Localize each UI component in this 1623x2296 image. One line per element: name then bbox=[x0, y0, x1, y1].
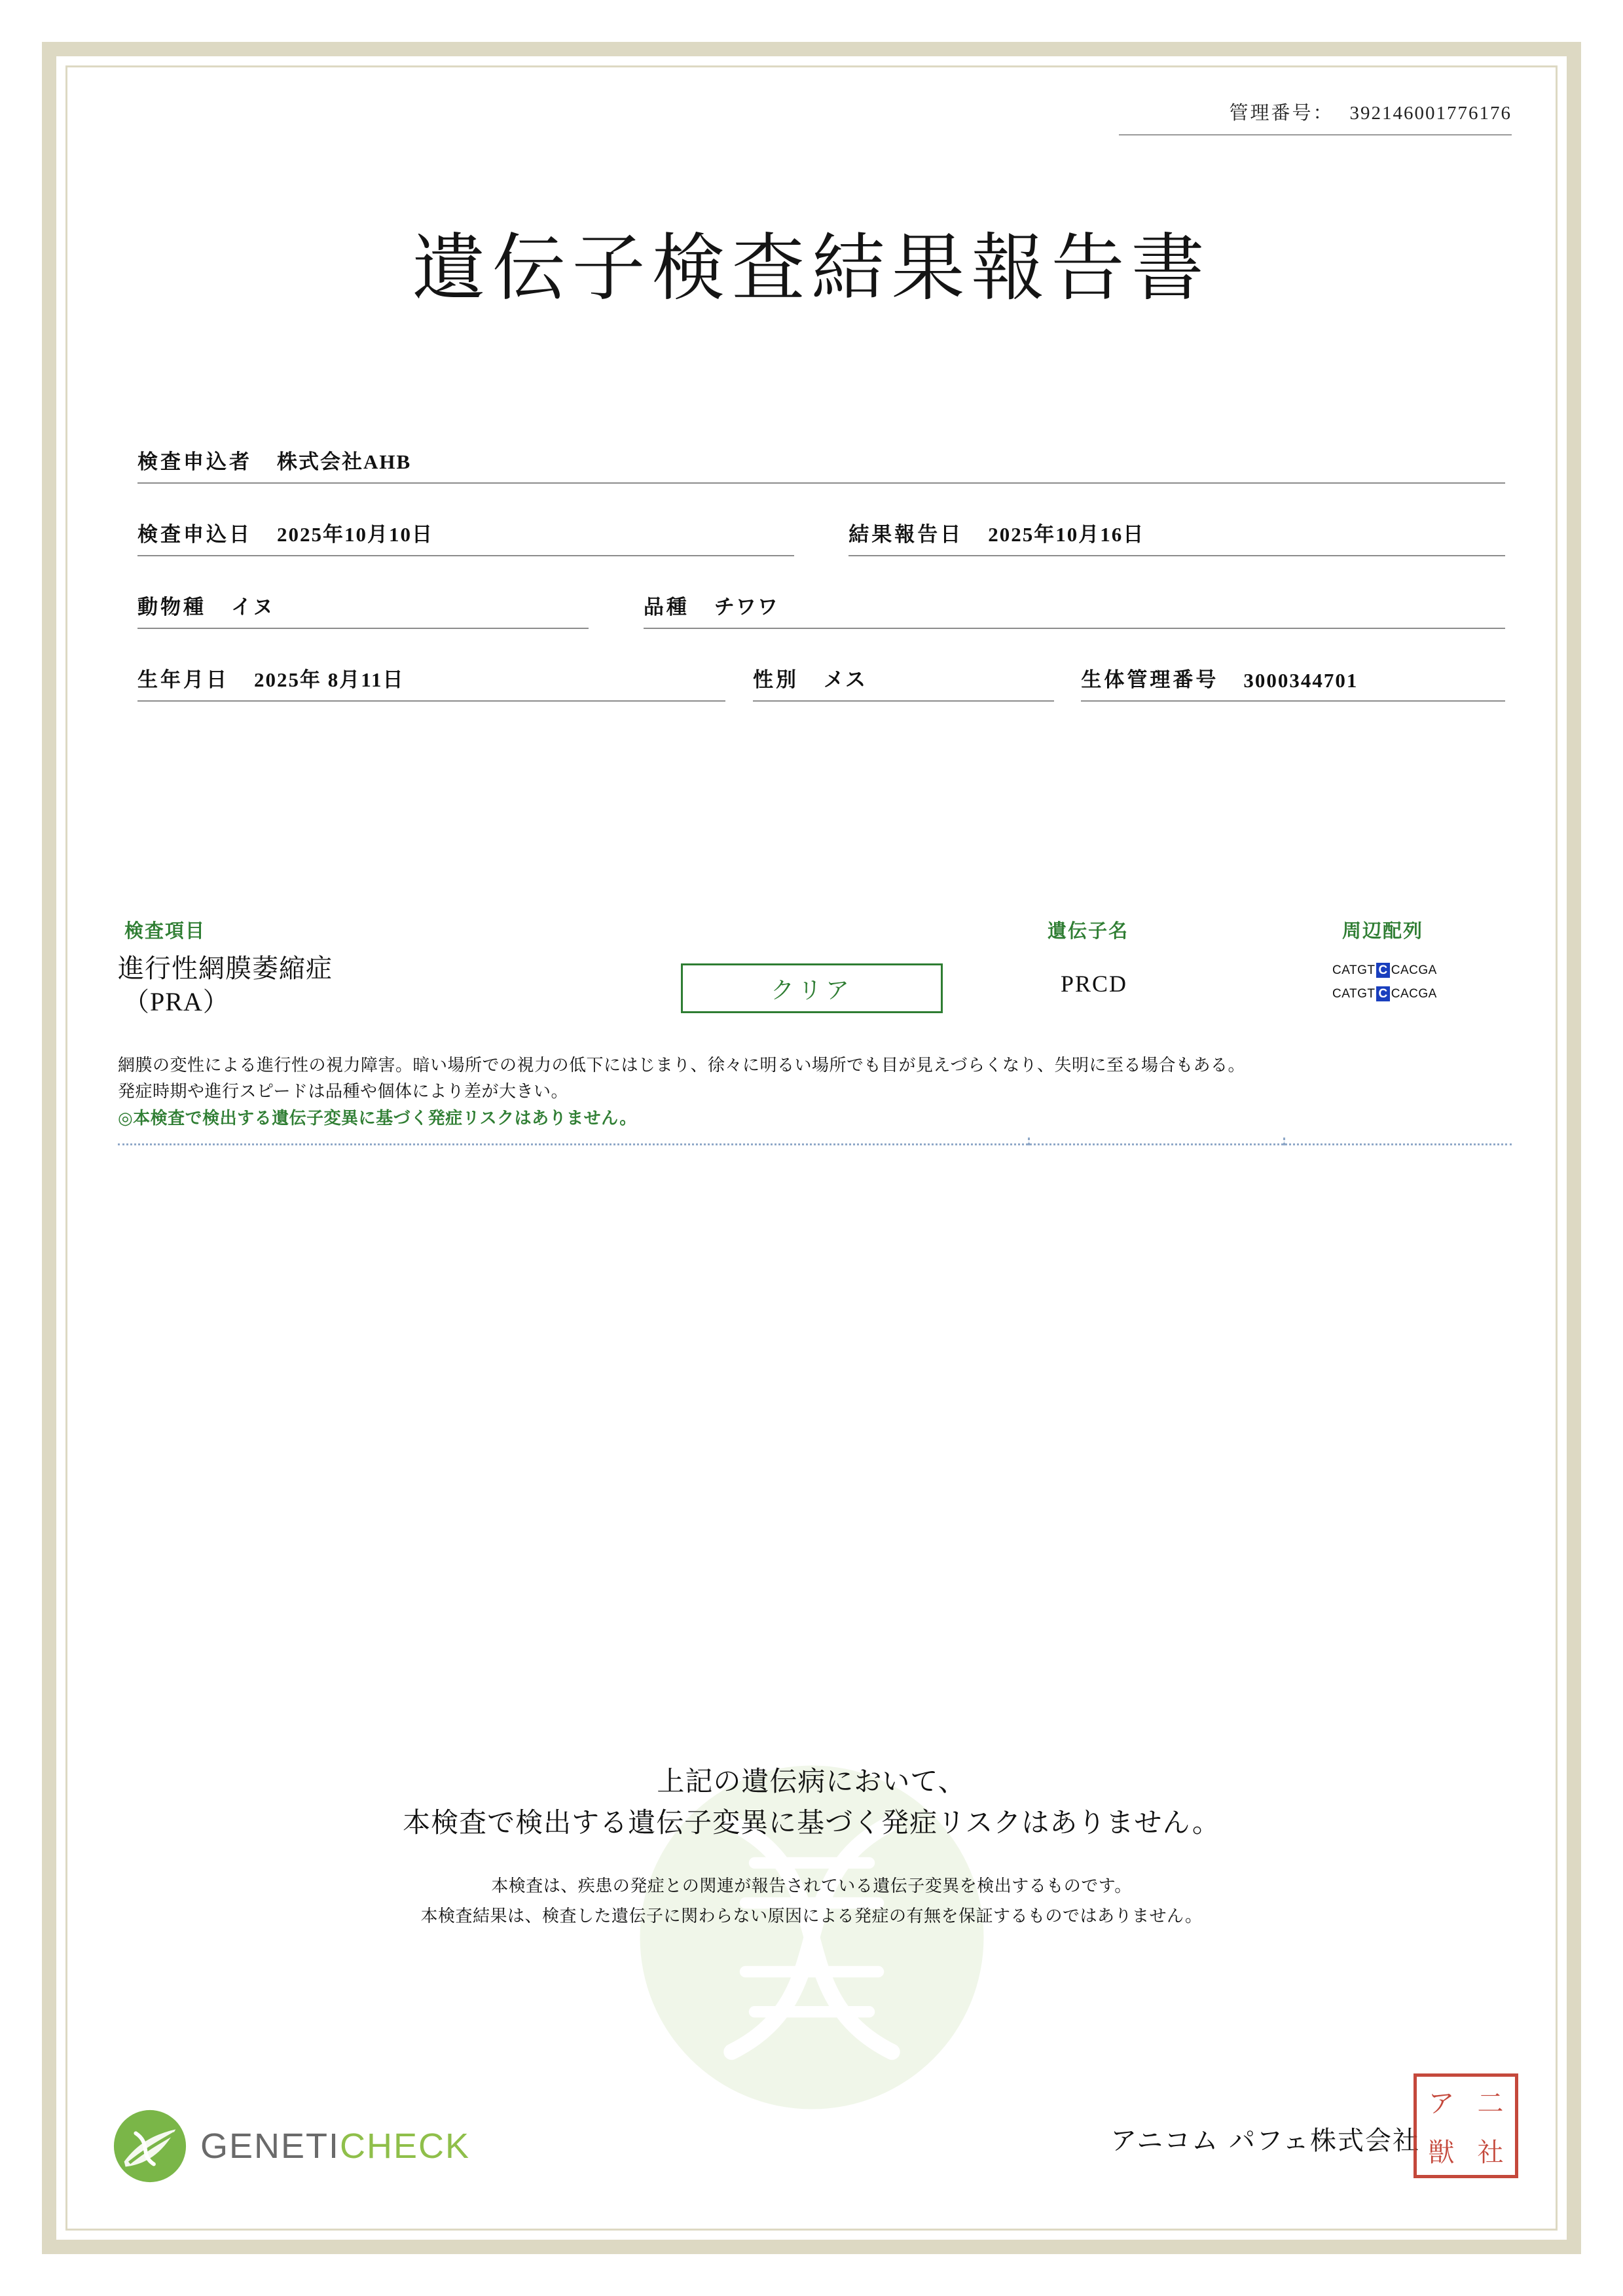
field-animal-id-label: 生体管理番号 bbox=[1081, 668, 1219, 691]
field-species bbox=[137, 590, 589, 629]
page-title: 遺伝子検査結果報告書 bbox=[412, 226, 1211, 311]
meta-row-dates bbox=[137, 518, 1505, 556]
field-applicant bbox=[137, 445, 1505, 484]
field-breed-label: 品種 bbox=[643, 596, 689, 619]
control-number-value: 392146001776176 bbox=[1349, 103, 1512, 124]
field-animal-id bbox=[1081, 663, 1505, 702]
disease-name bbox=[118, 952, 333, 1018]
divider-tick-1 bbox=[1028, 1138, 1030, 1145]
meta-row-identity bbox=[137, 663, 1505, 702]
meta-row-animal bbox=[137, 590, 1505, 629]
issuing-company: アニコム パフェ株式会社 bbox=[1110, 2126, 1420, 2156]
field-birth-date bbox=[137, 663, 725, 702]
header-gene-name: 遺伝子名 bbox=[1048, 921, 1129, 942]
control-number-label: 管理番号： bbox=[1229, 103, 1334, 124]
field-sex-value: メス bbox=[824, 668, 867, 691]
disease-description-line2: 発症時期や進行スピードは品種や個体により差が大きい。 bbox=[118, 1082, 568, 1102]
divider-tick-2 bbox=[1283, 1138, 1285, 1145]
document-footer bbox=[98, 2054, 1525, 2198]
seal-char-4: 社 bbox=[1477, 2138, 1504, 2168]
sequence-highlight-1: C bbox=[1376, 963, 1389, 978]
field-birth-date-label: 生年月日 bbox=[137, 668, 229, 691]
result-column-headers bbox=[118, 916, 1512, 944]
field-sex bbox=[753, 663, 1054, 702]
header-test-item: 検査項目 bbox=[124, 921, 206, 942]
logo-text-part2: CHECK bbox=[340, 2126, 471, 2166]
field-applicant-label: 検査申込者 bbox=[137, 450, 252, 473]
field-breed-value: チワワ bbox=[714, 596, 779, 619]
result-section bbox=[118, 916, 1512, 1145]
logo-wordmark bbox=[200, 2126, 470, 2166]
logo-text-part1: GENETI bbox=[200, 2126, 340, 2166]
section-divider bbox=[118, 1143, 1512, 1145]
document-content bbox=[98, 79, 1525, 2217]
field-species-value: イヌ bbox=[231, 596, 274, 619]
field-sex-label: 性別 bbox=[753, 668, 799, 691]
sequence-left-2: CATGT bbox=[1332, 987, 1376, 1001]
disease-description bbox=[118, 1052, 1512, 1132]
seal-char-1: ア bbox=[1428, 2089, 1455, 2119]
field-applicant-value: 株式会社AHB bbox=[277, 450, 412, 473]
field-apply-date-label: 検査申込日 bbox=[137, 523, 252, 546]
disease-risk-statement: ◎本検査で検出する遺伝子変異に基づく発症リスクはありません。 bbox=[118, 1108, 637, 1128]
status-badge: クリア bbox=[681, 963, 943, 1013]
summary-block bbox=[98, 1761, 1525, 1930]
summary-note-2: 本検査結果は、検査した遺伝子に関わらない原因による発症の有無を保証するものではありません。 bbox=[420, 1906, 1203, 1926]
meta-fields bbox=[137, 445, 1505, 736]
field-species-label: 動物種 bbox=[137, 596, 206, 619]
field-breed bbox=[644, 590, 1505, 629]
sequence-highlight-2: C bbox=[1376, 986, 1389, 1001]
field-apply-date-value: 2025年10月10日 bbox=[277, 523, 433, 546]
geneticheck-logo bbox=[111, 2108, 470, 2185]
leaf-dna-icon bbox=[111, 2108, 189, 2185]
summary-line-2: 本検査で検出する遺伝子変異に基づく発症リスクはありません。 bbox=[403, 1806, 1220, 1839]
company-seal bbox=[1413, 2073, 1518, 2178]
sequence-left-1: CATGT bbox=[1332, 963, 1376, 977]
summary-note-1: 本検査は、疾患の発症との関連が報告されている遺伝子変異を検出するものです。 bbox=[491, 1876, 1132, 1896]
sequence-right-2: CACGA bbox=[1391, 987, 1437, 1001]
meta-row-applicant bbox=[137, 445, 1505, 484]
disease-name-main: 進行性網膜萎縮症 bbox=[118, 954, 333, 983]
seal-char-2: 二 bbox=[1477, 2089, 1504, 2119]
field-animal-id-value: 3000344701 bbox=[1243, 669, 1359, 692]
result-row bbox=[118, 952, 1512, 1050]
disease-description-line1: 網膜の変性による進行性の視力障害。暗い場所での視力の低下にはじまり、徐々に明るい場所でも目が見えづらくなり、失明に至る場合もある。 bbox=[118, 1056, 1245, 1075]
field-report-date-label: 結果報告日 bbox=[848, 523, 964, 546]
header-surrounding-sequence: 周辺配列 bbox=[1342, 921, 1424, 942]
sequence-line-1 bbox=[1332, 963, 1516, 978]
sequence-line-2 bbox=[1332, 987, 1516, 1001]
field-apply-date bbox=[137, 518, 794, 556]
control-number bbox=[1119, 98, 1512, 135]
summary-line-1: 上記の遺伝病において、 bbox=[657, 1765, 966, 1797]
disease-name-sub: （PRA） bbox=[123, 987, 230, 1017]
field-report-date-value: 2025年10月16日 bbox=[988, 523, 1145, 546]
field-birth-date-value: 2025年 8月11日 bbox=[254, 668, 405, 691]
sequence-right-1: CACGA bbox=[1391, 963, 1437, 977]
gene-name-value: PRCD bbox=[1061, 971, 1128, 997]
field-report-date bbox=[848, 518, 1505, 556]
sequence-block bbox=[1332, 963, 1516, 1011]
seal-char-3: 獣 bbox=[1428, 2138, 1455, 2168]
